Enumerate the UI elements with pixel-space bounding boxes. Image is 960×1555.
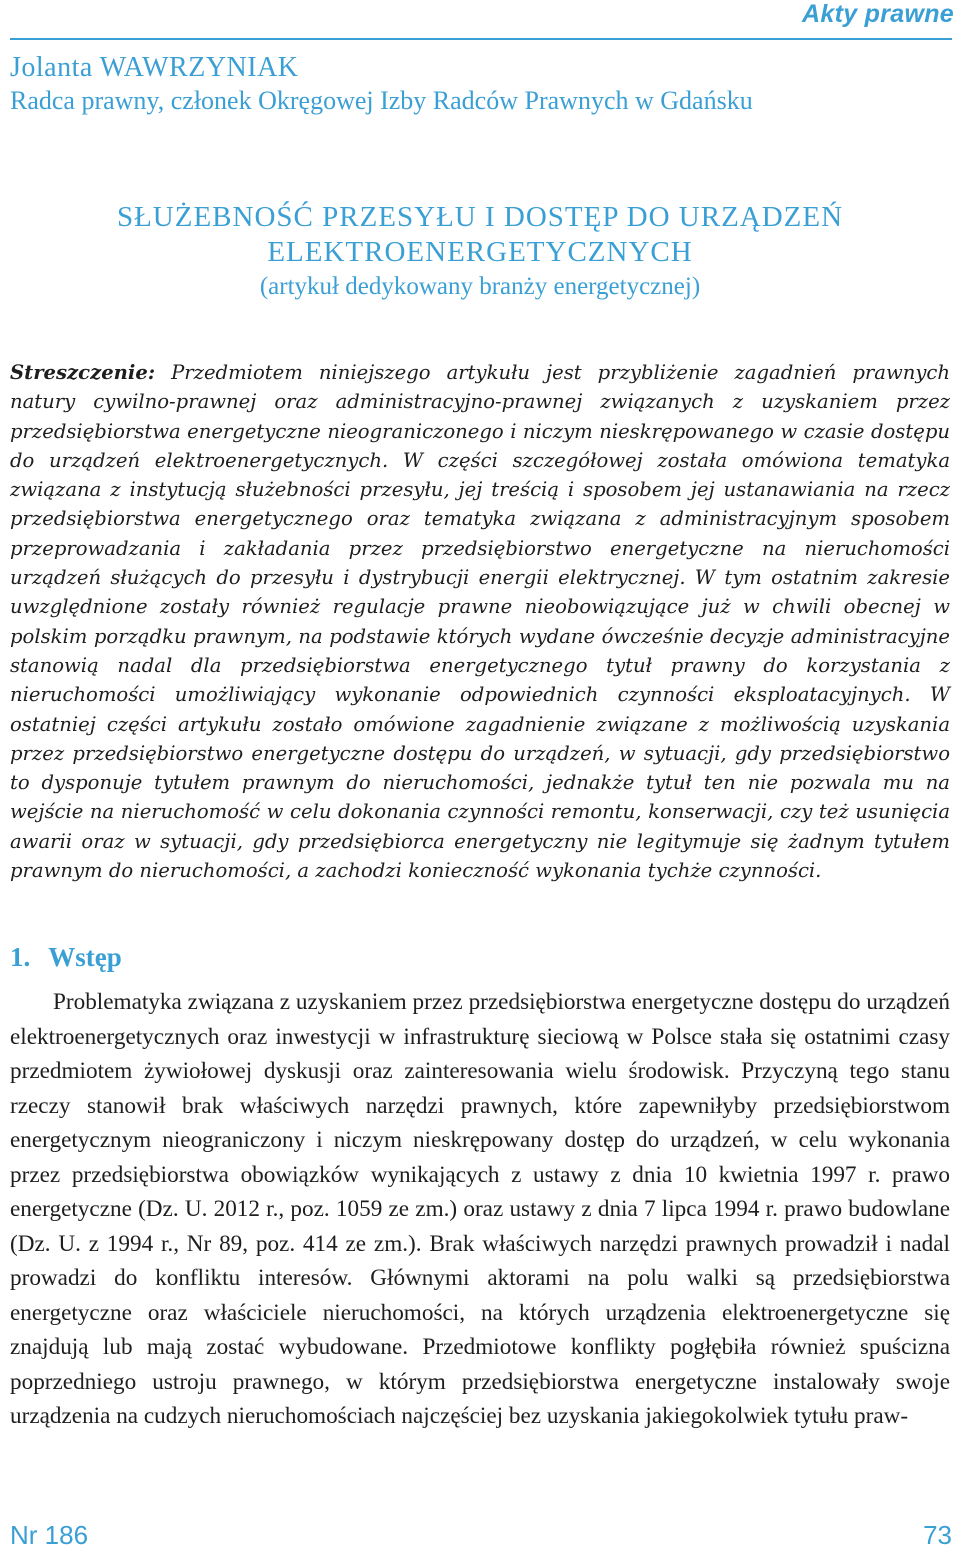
page-number: 73 bbox=[923, 1520, 952, 1550]
issue-number: Nr 186 bbox=[10, 1520, 89, 1550]
author-role: Radca prawny, członek Okręgowej Izby Radców Prawnych w Gdańsku bbox=[10, 86, 753, 115]
article-subtitle: (artykuł dedykowany branży energetycznej) bbox=[259, 273, 701, 300]
section-title: Wstęp bbox=[48, 942, 122, 972]
section-tag: Akty prawne bbox=[802, 0, 954, 28]
article-title-line-1: SŁUŻEBNOŚĆ PRZESYŁU I DOSTĘP DO URZĄDZEŃ bbox=[116, 201, 844, 233]
section-number: 1. bbox=[10, 942, 31, 972]
header-rule bbox=[10, 38, 952, 40]
article-title-line-2: ELEKTROENERGETYCZNYCH bbox=[267, 236, 693, 268]
article-title-block bbox=[0, 200, 960, 303]
author-name: Jolanta WAWRZYNIAK bbox=[10, 52, 299, 83]
abstract-lead: Streszczenie: bbox=[10, 361, 156, 384]
section-heading bbox=[10, 942, 122, 973]
abstract bbox=[10, 358, 950, 885]
section-body-text: Problematyka związana z uzyskaniem przez przedsiębiorstwa energetyczne dostępu do urządzeń elektroenergetycznych oraz inwestycji w infrastrukturę sieciową w Polsce stała się ostatnimi czasy przedmiotem żywiołowej dyskusji oraz zainteresowania wielu środowisk. Przyczyną tego stanu rzeczy stanowił brak właściwych narzędzi prawnych, które zapewniłyby przedsiębiorstwom energetycznym nieograniczony i niczym nieskrępowany dostęp do urządzeń, w celu wykonania przez przedsiębiorstwa obowiązków wynikających z ustawy z dnia 10 kwietnia 1997 r. prawo energetyczne (Dz. U. 2012 r., poz. 1059 ze zm.) oraz ustawy z dnia 7 lipca 1994 r. prawo budowlane (Dz. U. z 1994 r., Nr 89, poz. 414 ze zm.). Brak właściwych narzędzi prawnych prowadził i nadal prowadzi do konfliktu interesów. Głównymi aktorami na polu walki są przedsiębiorstwa energetyczne oraz właściciele nieruchomości, na których urządzenia elektroenergetyczne się znajdują lub mają zostać wybudowane. Przedmiotowe konflikty pogłębiła również spuścizna poprzedniego ustroju prawnego, w którym przedsiębiorstwa energetyczne instalowały swoje urządzenia na cudzych nieruchomościach najczęściej bez uzyskania jakiegokolwiek tytułu praw- bbox=[10, 989, 950, 1429]
abstract-text: Przedmiotem niniejszego artykułu jest przybliżenie zagadnień prawnych natury cywilno-prawnej oraz administracyjno-prawnej związanych z uzyskaniem przez przedsiębiorstwa energetyczne nieograniczonego i niczym nieskrępowanego w czasie dostępu do urządzeń elektroenergetycznych. W części szczegółowej została omówiona tematyka związana z instytucją służebności przesyłu, jej treścią i sposobem jej ustanawiania na rzecz przedsiębiorstwa energetycznego oraz tematyka związana z administracyjnym sposobem przeprowadzania i zakładania przez przedsiębiorstwo energetyczne na nieruchomości urządzeń służących do przesyłu i dystrybucji energii elektrycznej. W tym ostatnim zakresie uwzględnione zostały również regulacje prawne nieobowiązujące już w chwili obecnej w polskim porządku prawnym, na podstawie których wydane ówcześnie decyzje administracyjne stanowią nadal dla przedsiębiorstwa energetycznego tytuł prawny do korzystania z nieruchomości umożliwiający wykonanie odpowiednich czynności eksploatacyjnych. W ostatniej części artykułu zostało omówione zagadnienie związane z możliwością uzyskania przez przedsiębiorstwo energetyczne dostępu do urządzeń, w sytuacji, gdy przedsiębiorstwo to dysponuje tytułem prawnym do nieruchomości, jednakże tytuł ten nie pozwala mu na wejście na nieruchomość w celu dokonania czynności remontu, konserwacji, czy też usunięcia awarii oraz w sytuacji, gdy przedsiębiorca energetyczny nie legitymuje się żadnym tytułem prawnym do nieruchomości, a zachodzi konieczność wykonania tychże czynności. bbox=[10, 361, 950, 883]
